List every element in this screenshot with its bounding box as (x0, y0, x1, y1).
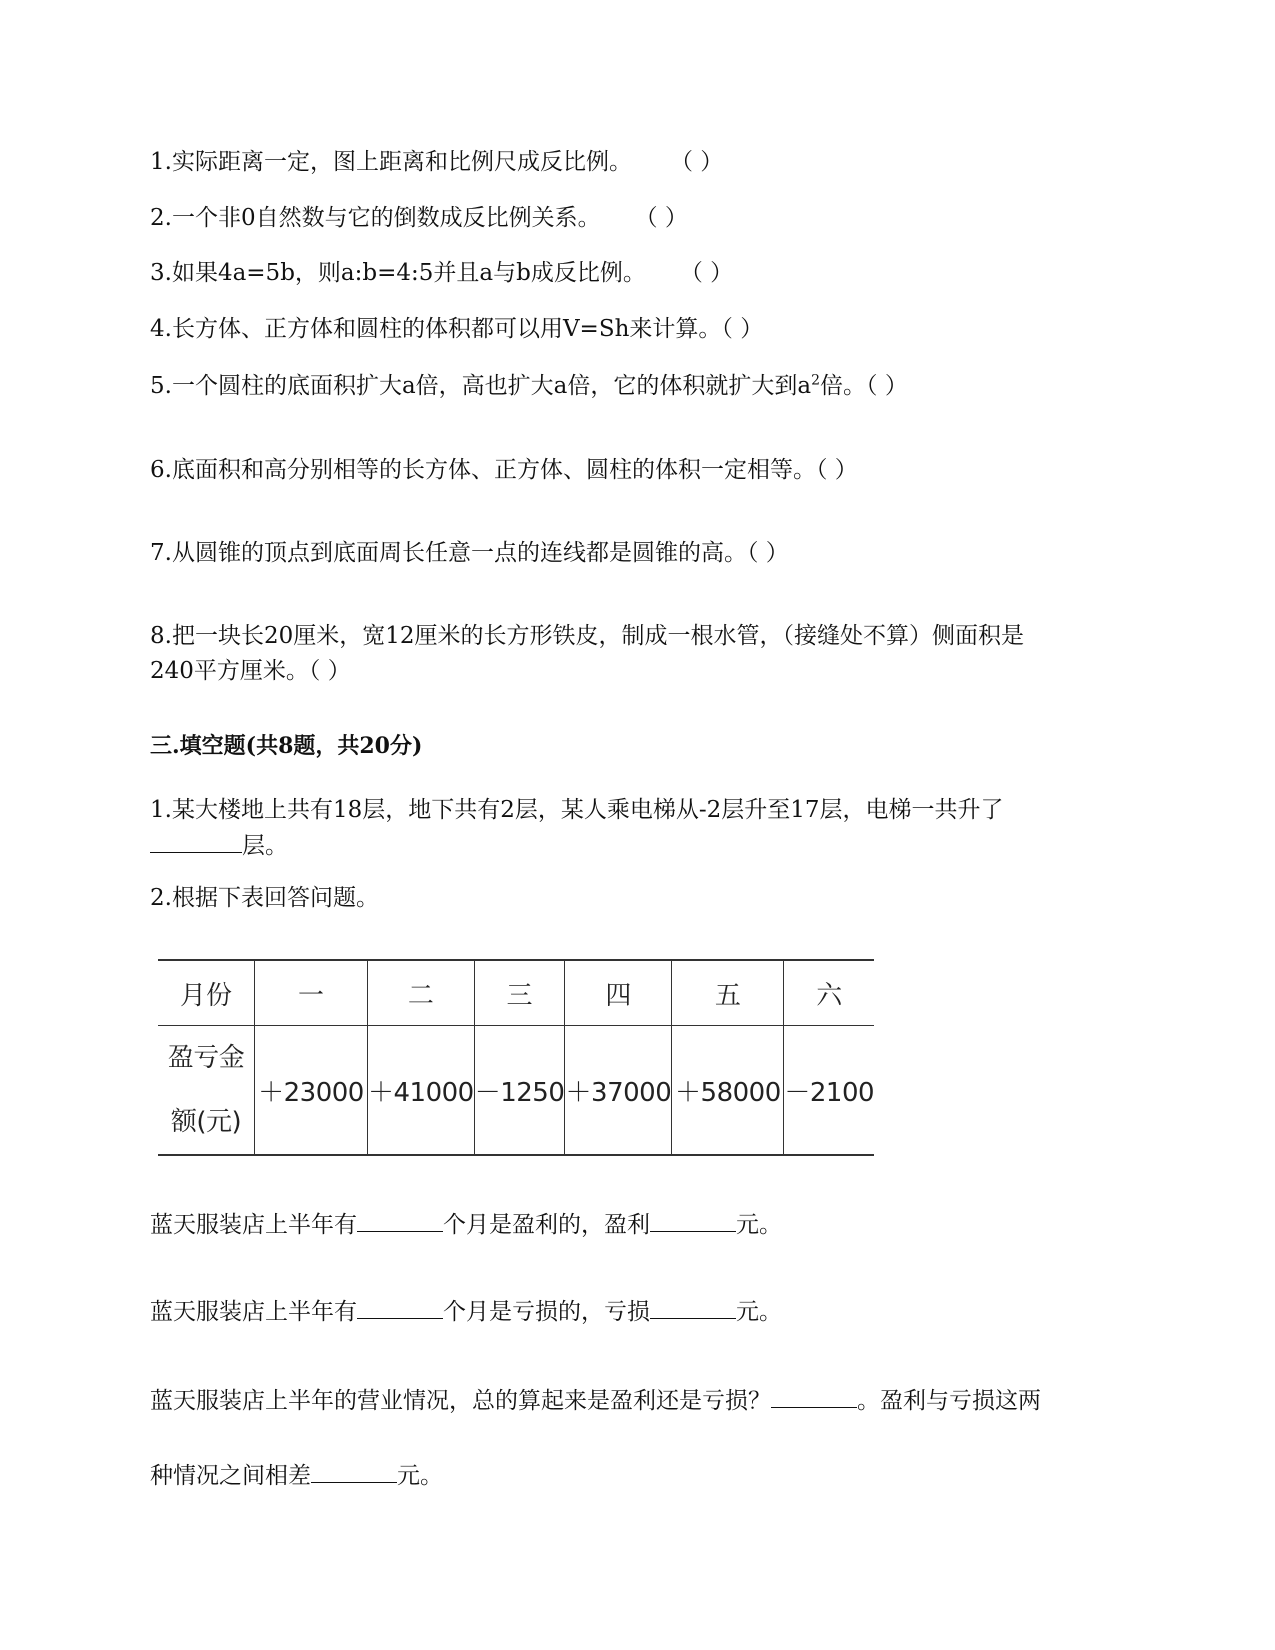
answer-blank[interactable] (650, 1209, 736, 1232)
value-cell: ＋23000 (255, 1026, 368, 1156)
answer-blank[interactable] (771, 1385, 857, 1408)
value-cell: －2100 (784, 1026, 874, 1156)
question-text: 个月是亏损的，亏损 (443, 1299, 650, 1325)
answer-blank[interactable] (357, 1296, 443, 1319)
item-text: 7.从圆锥的顶点到底面周长任意一点的连线都是圆锥的高。 (150, 540, 747, 566)
header-label-cell: 月份 (158, 960, 255, 1026)
question-text: 。盈利与亏损这两 (857, 1388, 1041, 1414)
judge-item-8 (150, 621, 1024, 651)
item-text: 8.把一块长20厘米，宽12厘米的长方形铁皮，制成一根水管，（接缝处不算）侧面积是 (150, 623, 1024, 649)
month-cell: 六 (784, 960, 874, 1026)
judge-item-1 (150, 147, 723, 177)
judge-item-7 (150, 538, 789, 568)
row-label-line: 额(元) (170, 1107, 242, 1137)
item-text: 2.一个非0自然数与它的倒数成反比例关系。 (150, 205, 601, 231)
item-text: 6.底面积和高分别相等的长方体、正方体、圆柱的体积一定相等。 (150, 457, 816, 483)
judge-item-6 (150, 455, 858, 485)
item-tail: 倍。 (820, 373, 867, 399)
answer-paren: （ ） (866, 373, 908, 399)
judge-item-4 (150, 314, 763, 344)
sub-question-c (150, 1385, 1041, 1416)
answer-blank[interactable] (311, 1460, 397, 1483)
table-header-row (158, 960, 874, 1026)
sub-question-c-cont (150, 1460, 443, 1491)
answer-paren: （ ） (308, 658, 351, 684)
judge-item-5 (150, 371, 908, 401)
item-text: 4.长方体、正方体和圆柱的体积都可以用V=Sh来计算。 (150, 316, 722, 342)
item-text: 1.实际距离一定，图上距离和比例尺成反比例。 (150, 149, 632, 175)
sub-question-a (150, 1209, 782, 1240)
question-text: 蓝天服装店上半年有 (150, 1212, 357, 1238)
fill-item-1-cont (150, 830, 288, 861)
section-title: 三.填空题(共8题，共20分) (150, 733, 423, 759)
row-label-line: 盈亏金 (167, 1043, 245, 1073)
answer-paren: （ ） (669, 149, 724, 175)
item-text: 3.如果4a=5b，则a:b=4:5并且a与b成反比例。 (150, 260, 646, 286)
fill-item-1 (150, 795, 1004, 825)
answer-blank[interactable] (650, 1296, 736, 1319)
month-cell: 四 (565, 960, 672, 1026)
judge-item-3 (150, 258, 733, 288)
question-text: 蓝天服装店上半年的营业情况，总的算起来是盈利还是亏损？ (150, 1388, 771, 1414)
month-cell: 三 (474, 960, 565, 1026)
value-cell: －1250 (474, 1026, 565, 1156)
profit-table (158, 959, 874, 1156)
judge-item-2 (150, 203, 688, 233)
row-label-cell (158, 1026, 255, 1156)
judge-item-8-cont (150, 656, 351, 686)
fill-item-2: 2.根据下表回答问题。 (150, 885, 379, 911)
month-cell: 一 (255, 960, 368, 1026)
answer-paren: （ ） (815, 457, 858, 483)
question-text: 蓝天服装店上半年有 (150, 1299, 357, 1325)
sub-question-b (150, 1296, 782, 1327)
answer-blank[interactable] (357, 1209, 443, 1232)
question-text: 元。 (736, 1299, 782, 1325)
item-text: 5.一个圆柱的底面积扩大a倍，高也扩大a倍，它的体积就扩大到a (150, 373, 812, 399)
table-value-row (158, 1026, 874, 1156)
answer-paren: （ ） (634, 205, 688, 231)
answer-blank[interactable] (150, 830, 242, 853)
month-cell: 五 (672, 960, 784, 1026)
question-text: 种情况之间相差 (150, 1463, 311, 1489)
item-tail: 层。 (242, 833, 288, 859)
value-cell: ＋37000 (565, 1026, 672, 1156)
value-cell: ＋41000 (368, 1026, 475, 1156)
exponent: 2 (811, 372, 821, 389)
answer-paren: （ ） (679, 260, 734, 286)
question-text: 个月是盈利的，盈利 (443, 1212, 650, 1238)
answer-paren: （ ） (721, 316, 764, 342)
item-text: 1.某大楼地上共有18层，地下共有2层，某人乘电梯从-2层升至17层，电梯一共升了 (150, 797, 1004, 823)
item-text: 240平方厘米。 (150, 658, 309, 684)
question-text: 元。 (736, 1212, 782, 1238)
value-cell: ＋58000 (672, 1026, 784, 1156)
month-cell: 二 (368, 960, 475, 1026)
question-text: 元。 (397, 1463, 443, 1489)
answer-paren: （ ） (746, 540, 789, 566)
